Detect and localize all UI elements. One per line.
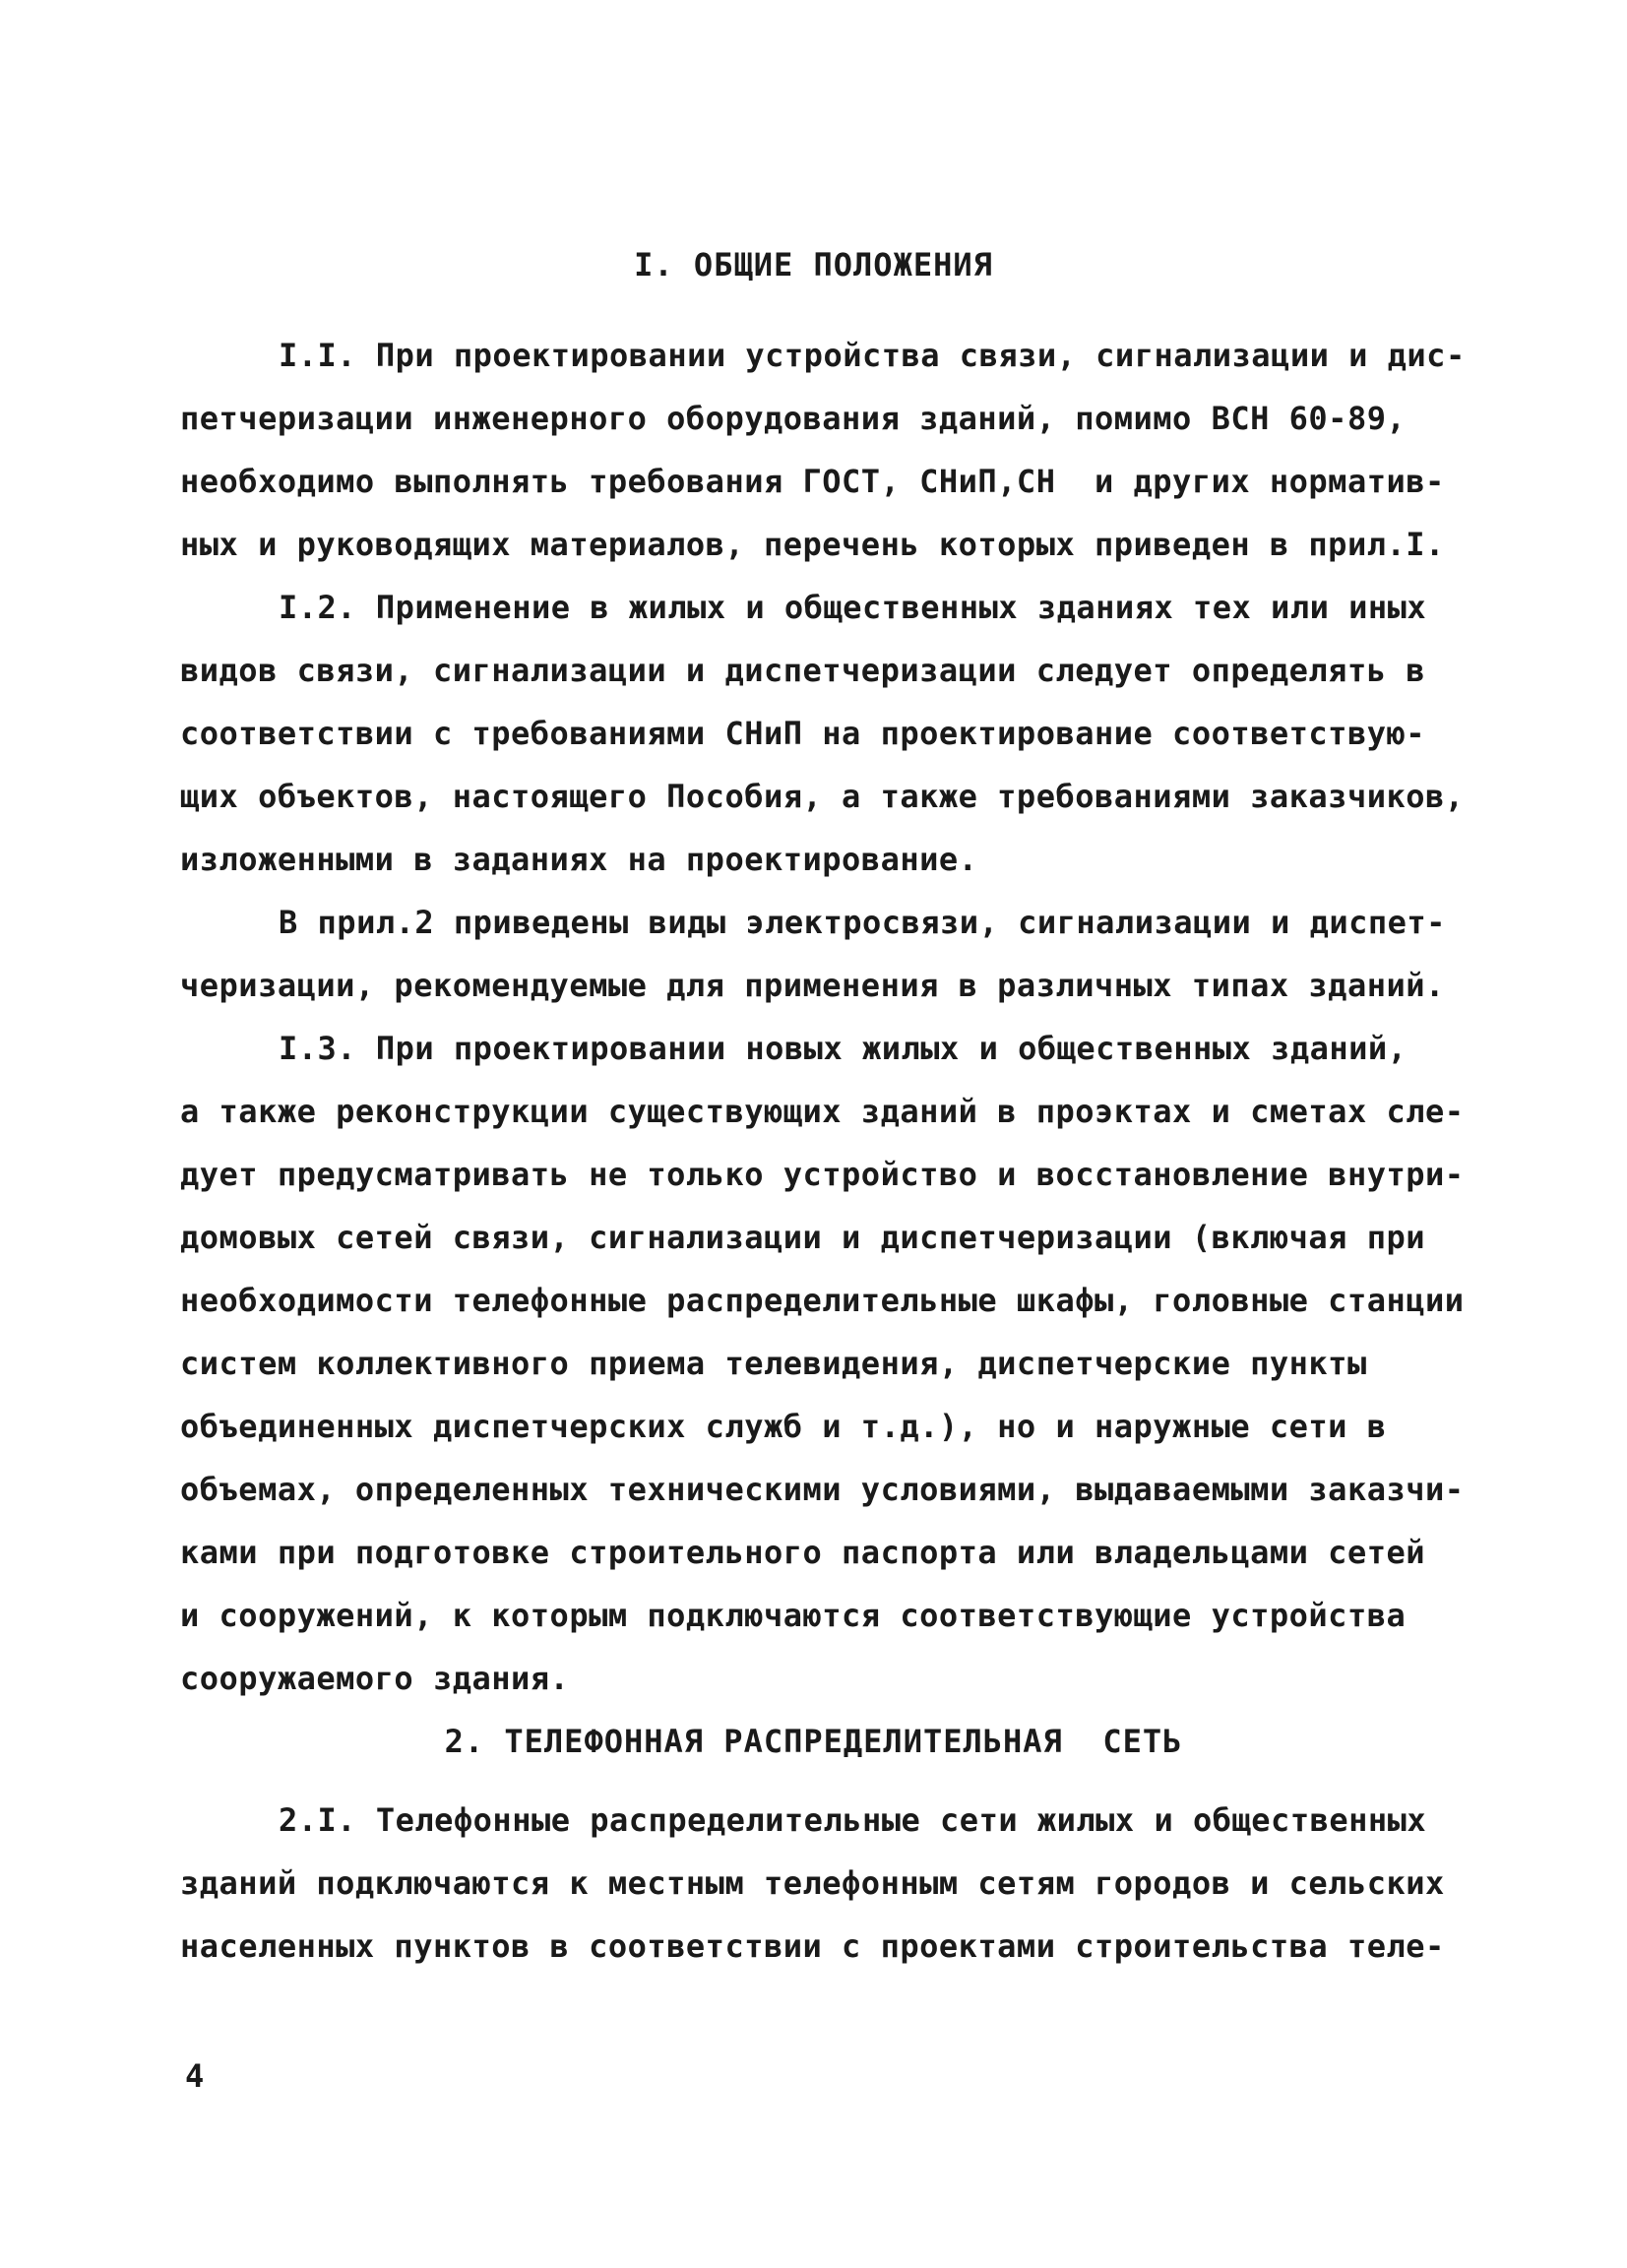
paragraph-line: В прил.2 приведены виды электросвязи, сигнализации и диспет- [279,904,1446,941]
paragraph-line: населенных пунктов в соответствии с проектами строительства теле- [180,1927,1445,1965]
paragraph-line: систем коллективного приема телевидения, диспетчерские пункты [180,1345,1367,1382]
paragraph-line: I.2. Применение в жилых и общественных зданиях тех или иных [279,589,1427,626]
paragraph-line: объемах, определенных техническими условиями, выдаваемыми заказчи- [180,1471,1465,1508]
section-heading-general: I. ОБЩИЕ ПОЛОЖЕНИЯ [634,246,993,284]
paragraph-line: необходимо выполнять требования ГОСТ, СНиП,СН и других норматив- [180,463,1445,500]
paragraph-line: изложенными в заданиях на проектирование. [180,841,978,878]
paragraph-line: I.3. При проектировании новых жилых и общественных зданий, [279,1030,1408,1067]
paragraph-line: ных и руководящих материалов, перечень которых приведен в прил.I. [180,526,1445,563]
paragraph-line: и сооружений, к которым подключаются соответствующие устройства [180,1597,1407,1634]
paragraph-line: щих объектов, настоящего Пособия, а также требованиями заказчиков, [180,778,1465,815]
paragraph-line: а также реконструкции существующих зданий в проэктах и сметах сле- [180,1093,1465,1130]
section-heading-telephone: 2. ТЕЛЕФОННАЯ РАСПРЕДЕЛИТЕЛЬНАЯ СЕТЬ [444,1723,1183,1760]
paragraph-line: дует предусматривать не только устройство и восстановление внутри- [180,1156,1465,1193]
paragraph-line: необходимости телефонные распределительные шкафы, головные станции [180,1282,1465,1319]
paragraph-line: соответствии с требованиями СНиП на проектирование соответствую- [180,715,1425,752]
paragraph-line: домовых сетей связи, сигнализации и диспетчеризации (включая при [180,1219,1425,1256]
paragraph-line: сооружаемого здания. [180,1660,570,1697]
paragraph-line: объединенных диспетчерских служб и т.д.), но и наружные сети в [180,1408,1387,1445]
paragraph-line: ками при подготовке строительного паспорта или владельцами сетей [180,1534,1425,1571]
paragraph-line: петчеризации инженерного оборудования зданий, помимо ВСН 60-89, [180,400,1407,437]
paragraph-line: зданий подключаются к местным телефонным сетям городов и сельских [180,1864,1445,1902]
paragraph-line: I.I. При проектировании устройства связи, сигнализации и дис- [279,337,1466,374]
paragraph-line: черизации, рекомендуемые для применения в различных типах зданий. [180,967,1445,1004]
paragraph-line: видов связи, сигнализации и диспетчеризации следует определять в [180,652,1425,689]
page-number: 4 [185,2057,205,2095]
paragraph-line: 2.I. Телефонные распределительные сети жилых и общественных [279,1801,1427,1839]
